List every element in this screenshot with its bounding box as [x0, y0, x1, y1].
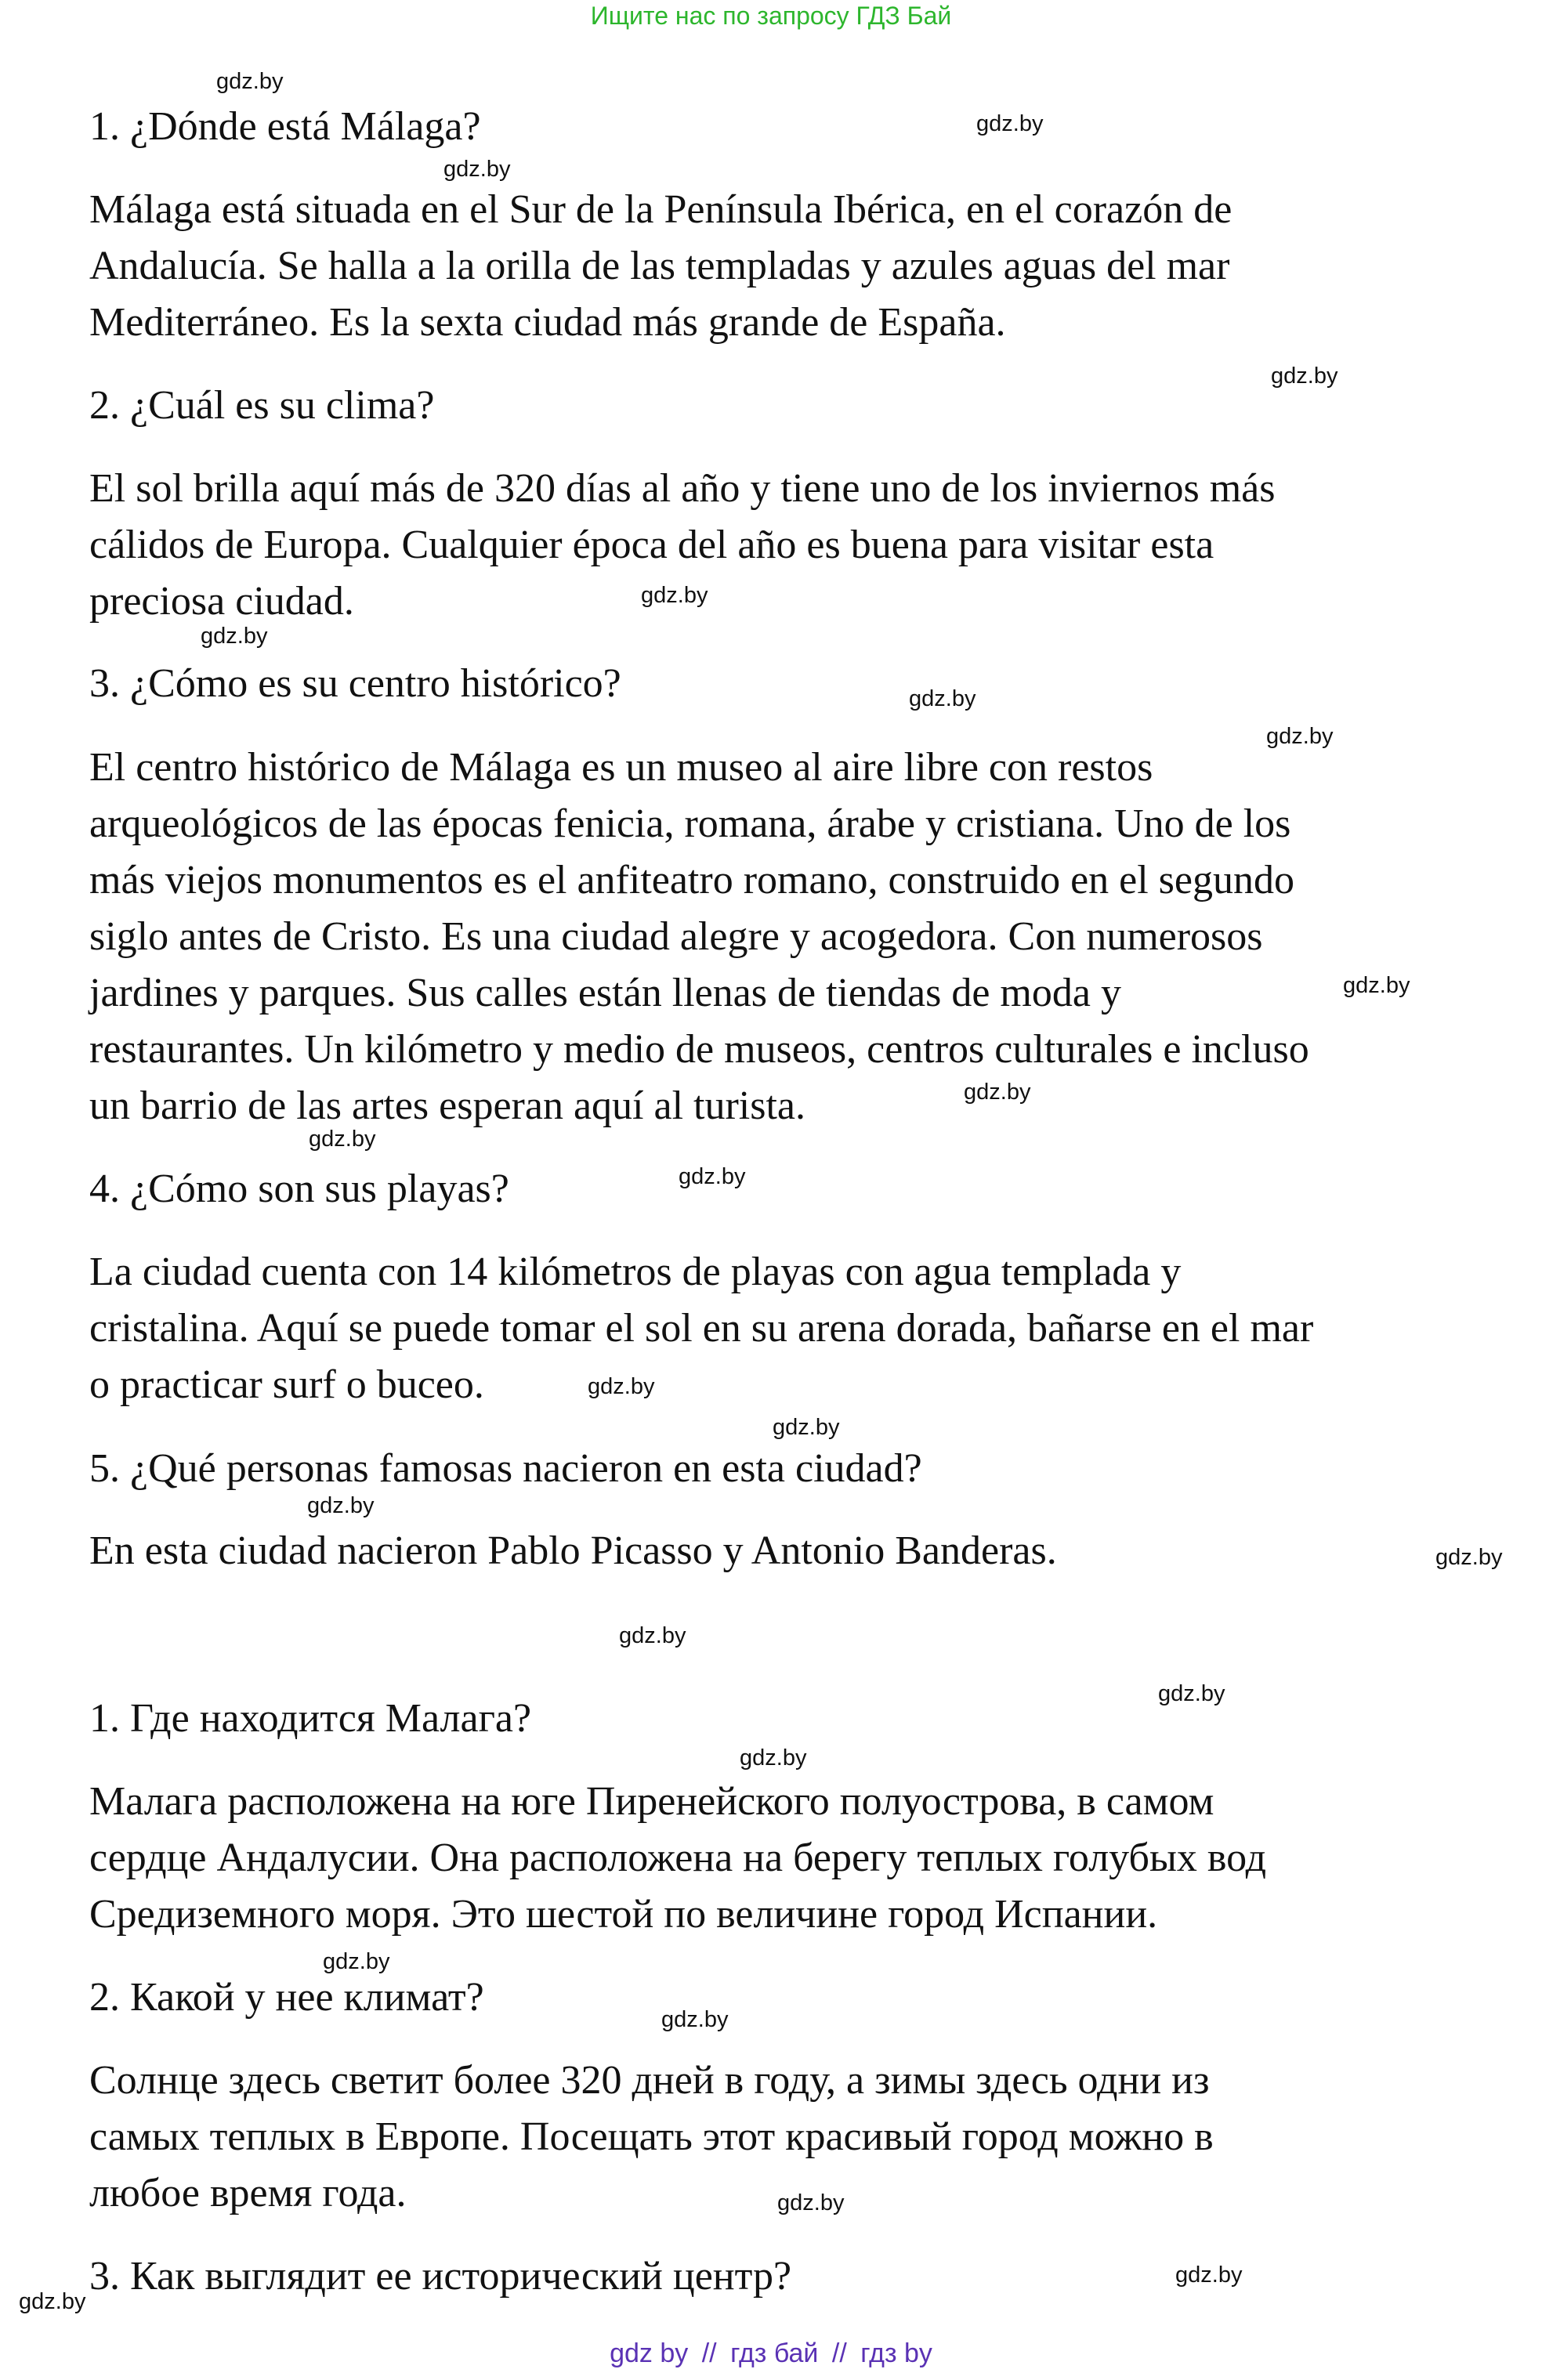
watermark: gdz.by: [1343, 973, 1410, 998]
answer-line: un barrio de las artes esperan aquí al turista.: [89, 1083, 805, 1128]
footer-link[interactable]: gdz by: [610, 2338, 689, 2368]
watermark: gdz.by: [679, 1164, 746, 1189]
watermark: gdz.by: [323, 1949, 390, 1974]
footer-link[interactable]: гдз by: [860, 2338, 932, 2368]
watermark: gdz.by: [309, 1127, 376, 1152]
answer-line: preciosa ciudad.: [89, 579, 354, 624]
answer-line: самых теплых в Европе. Посещать этот красивый город можно в: [89, 2114, 1214, 2159]
footer-separator: //: [701, 2338, 717, 2368]
answer-line: cálidos de Europa. Cualquier época del año es buena para visitar esta: [89, 523, 1214, 567]
watermark: gdz.by: [641, 583, 708, 608]
answer-line: siglo antes de Cristo. Es una ciudad alegre y acogedora. Con numerosos: [89, 914, 1263, 959]
question-text: 5. ¿Qué personas famosas nacieron en esta ciudad?: [89, 1446, 922, 1491]
watermark: gdz.by: [1435, 1545, 1503, 1570]
watermark: gdz.by: [1175, 2262, 1243, 2288]
answer-line: Andalucía. Se halla a la orilla de las templadas y azules aguas del mar: [89, 244, 1230, 288]
question-text: 3. Как выглядит ее исторический центр?: [89, 2254, 792, 2299]
watermark: gdz.by: [588, 1374, 655, 1399]
watermark: gdz.by: [443, 157, 511, 182]
watermark: gdz.by: [201, 624, 268, 649]
watermark: gdz.by: [976, 111, 1044, 136]
answer-line: jardines y parques. Sus calles están llenas de tiendas de moda y: [89, 971, 1121, 1015]
footer-links: [0, 2338, 1542, 2369]
question-text: 4. ¿Cómo son sus playas?: [89, 1166, 509, 1211]
answer-line: El centro histórico de Málaga es un museo al aire libre con restos: [89, 745, 1153, 790]
watermark: gdz.by: [1271, 364, 1338, 389]
answer-line: Средиземного моря. Это шестой по величине город Испании.: [89, 1892, 1158, 1937]
question-text: 3. ¿Cómo es su centro histórico?: [89, 661, 621, 706]
answer-line: сердце Андалусии. Она расположена на берегу теплых голубых вод: [89, 1836, 1267, 1880]
watermark: gdz.by: [909, 686, 976, 711]
question-text: 1. ¿Dónde está Málaga?: [89, 104, 481, 149]
question-text: 2. Какой у нее климат?: [89, 1975, 484, 2020]
answer-line: más viejos monumentos es el anfiteatro romano, construido en el segundo: [89, 858, 1294, 902]
question-text: 2. ¿Cuál es su clima?: [89, 383, 435, 428]
question-text: 1. Где находится Малага?: [89, 1696, 532, 1741]
watermark: gdz.by: [661, 2007, 729, 2032]
watermark: gdz.by: [1158, 1681, 1225, 1706]
footer-separator: //: [831, 2338, 847, 2368]
watermark: gdz.by: [307, 1493, 375, 1518]
answer-line: En esta ciudad nacieron Pablo Picasso y Antonio Banderas.: [89, 1528, 1057, 1573]
top-banner: Ищите нас по запросу ГДЗ Бай: [590, 2, 952, 30]
watermark: gdz.by: [19, 2289, 86, 2314]
answer-line: любое время года.: [89, 2171, 407, 2215]
answer-line: o practicar surf o buceo.: [89, 1362, 484, 1407]
answer-line: restaurantes. Un kilómetro y medio de museos, centros culturales e incluso: [89, 1027, 1309, 1072]
watermark: gdz.by: [777, 2190, 845, 2215]
watermark: gdz.by: [619, 1623, 686, 1648]
answer-line: El sol brilla aquí más de 320 días al año y tiene uno de los inviernos más: [89, 466, 1276, 511]
answer-line: cristalina. Aquí se puede tomar el sol en su arena dorada, bañarse en el mar: [89, 1306, 1314, 1351]
watermark: gdz.by: [216, 69, 284, 94]
watermark: gdz.by: [773, 1415, 840, 1440]
watermark: gdz.by: [1266, 724, 1334, 749]
answer-line: Mediterráneo. Es la sexta ciudad más grande de España.: [89, 300, 1006, 345]
footer-link[interactable]: гдз бай: [730, 2338, 819, 2368]
watermark: gdz.by: [964, 1080, 1031, 1105]
answer-line: Солнце здесь светит более 320 дней в году, а зимы здесь одни из: [89, 2058, 1210, 2103]
answer-line: La ciudad cuenta con 14 kilómetros de playas con agua templada y: [89, 1250, 1182, 1294]
answer-line: Málaga está situada en el Sur de la Península Ibérica, en el corazón de: [89, 187, 1233, 232]
answer-line: Малага расположена на юге Пиренейского полуострова, в самом: [89, 1779, 1214, 1824]
watermark: gdz.by: [740, 1745, 807, 1771]
answer-line: arqueológicos de las épocas fenicia, romana, árabe y cristiana. Uno de los: [89, 801, 1291, 846]
